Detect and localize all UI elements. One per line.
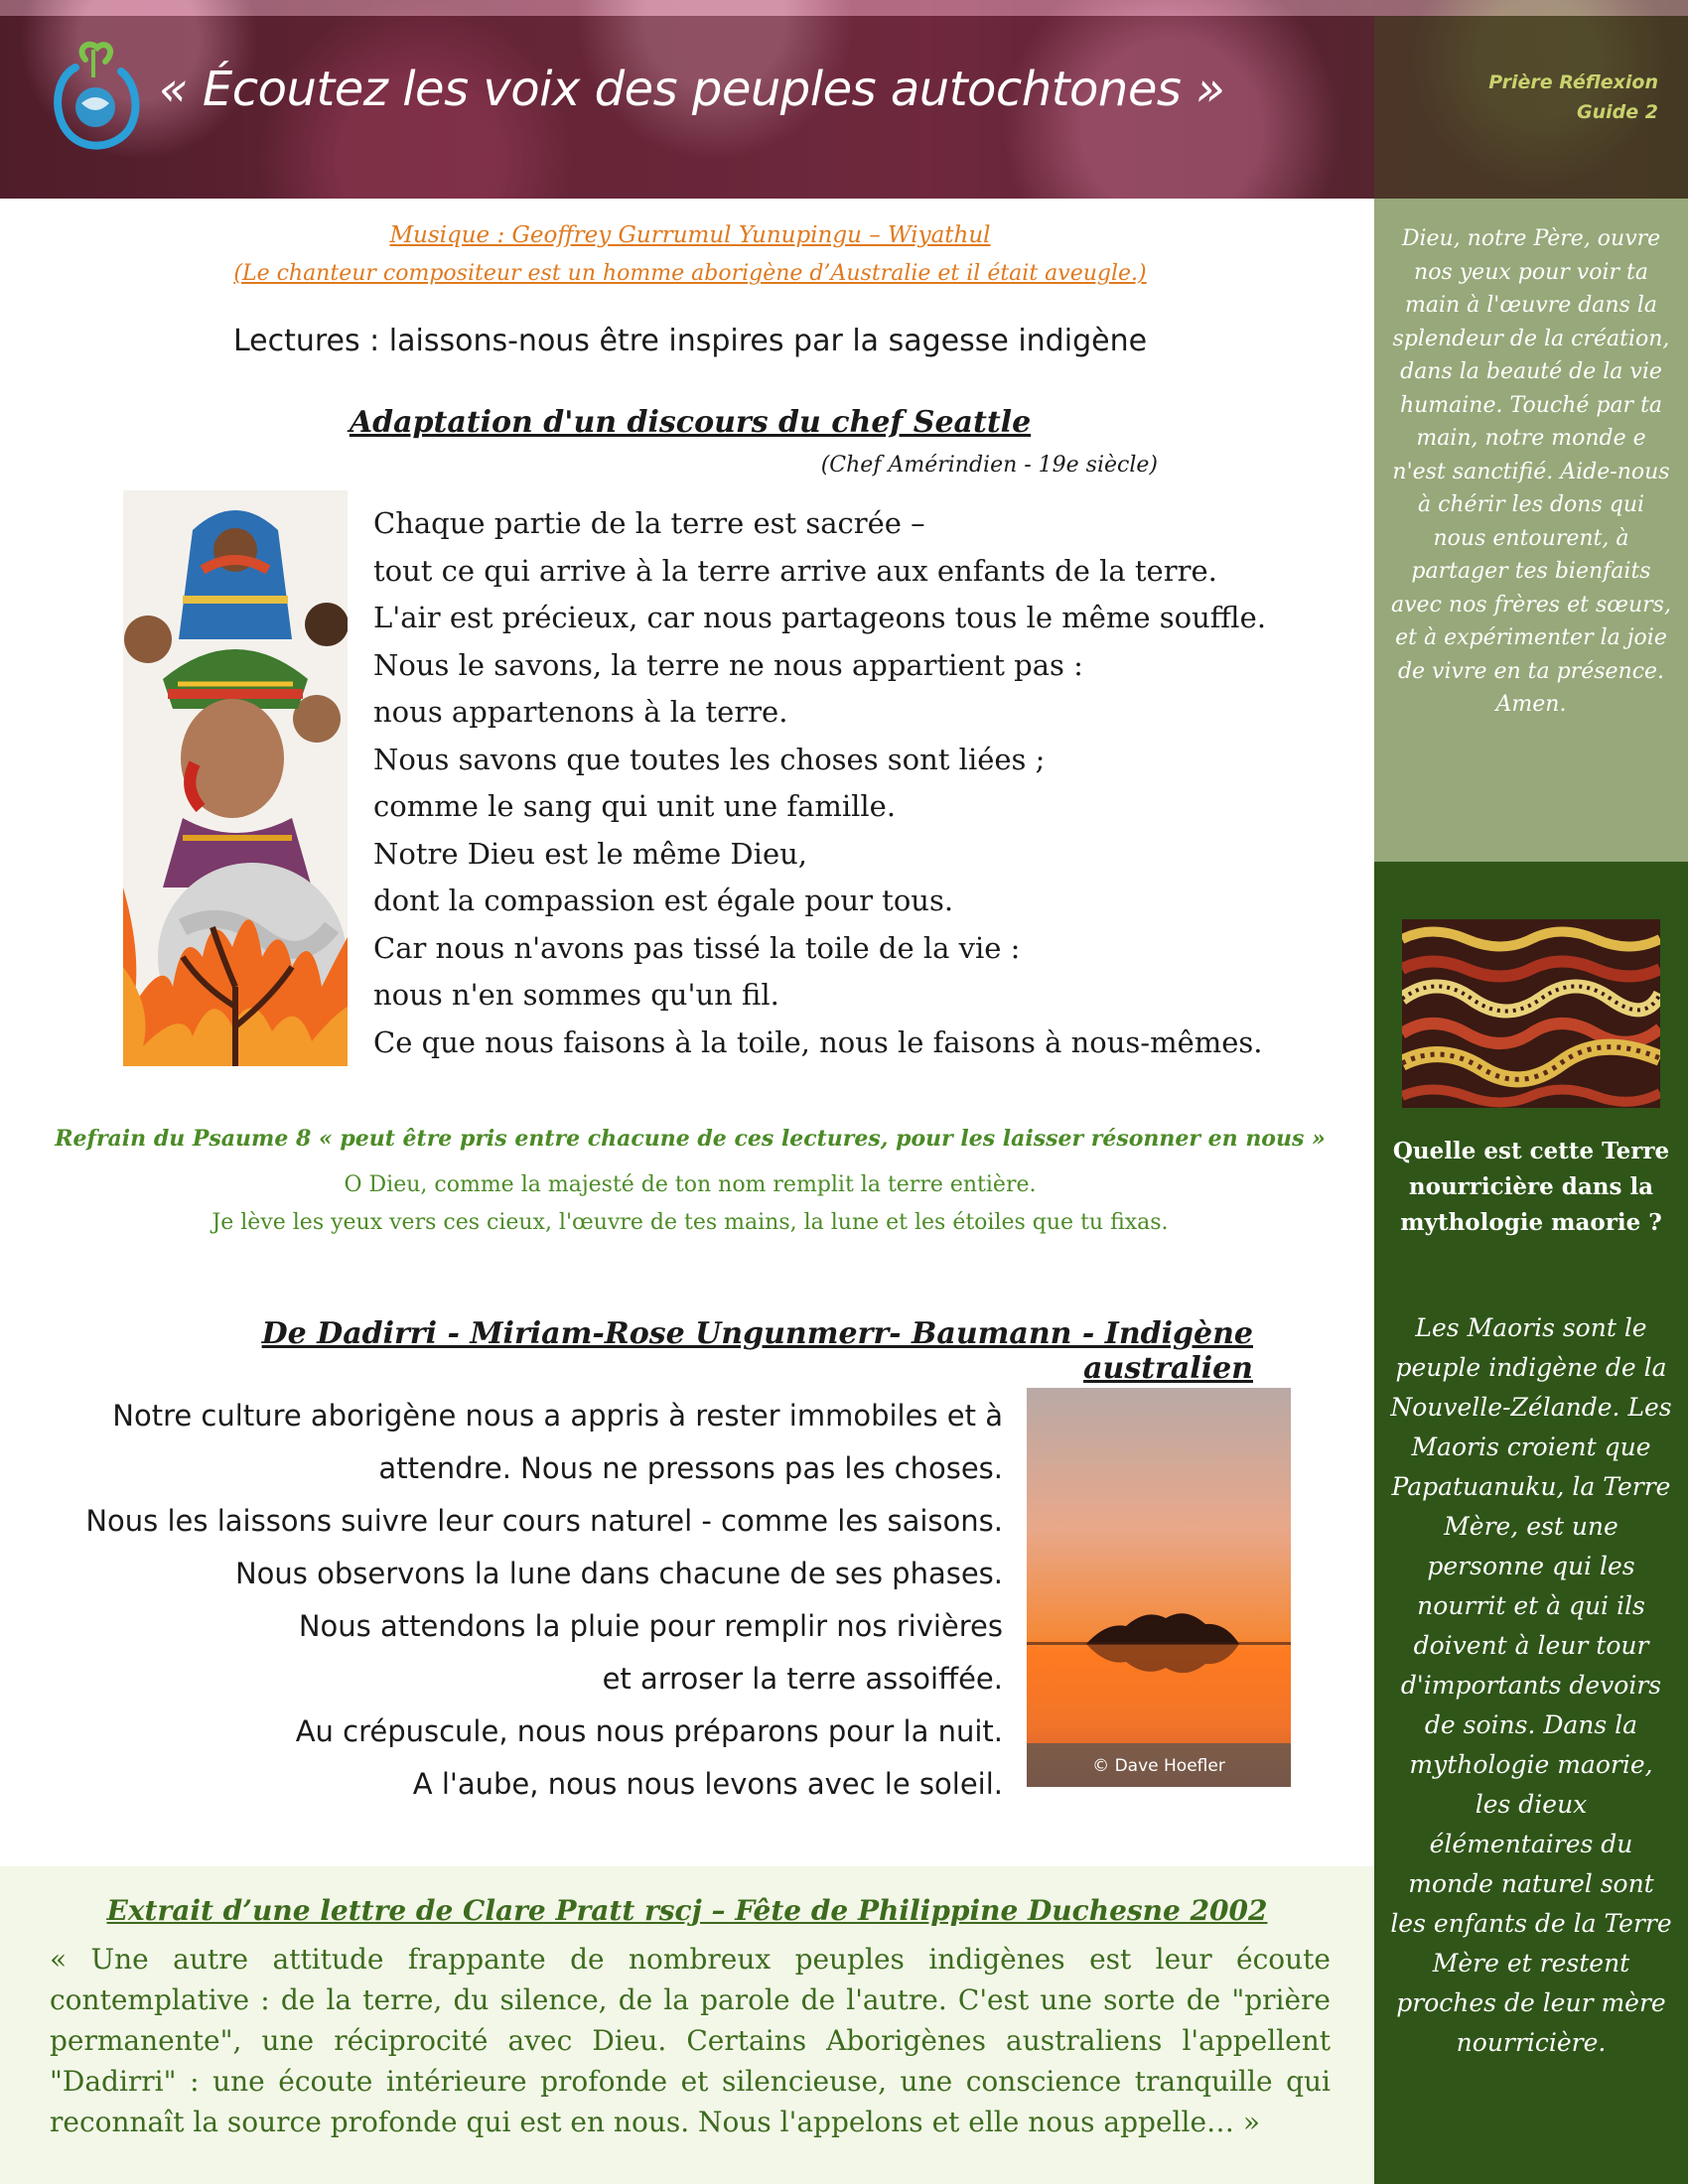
dadirri-line: Au crépuscule, nous nous préparons pour la nuit. [295, 1714, 1003, 1748]
dadirri-line: attendre. Nous ne pressons pas les choses. [378, 1451, 1003, 1485]
music-note[interactable]: (Le chanteur compositeur est un homme aborigène d’Australie et il était aveugle.) [233, 261, 1147, 286]
logo-icon [46, 38, 141, 155]
refrain-line-2: Je lève les yeux vers ces cieux, l'œuvre de tes mains, la lune et les étoiles que tu fixas. [211, 1210, 1169, 1235]
refrain-heading: Refrain du Psaume 8 « peut être pris entre chacune de ces lectures, pour les laisser résonner en nous » [55, 1126, 1326, 1152]
dadirri-line: Nous observons la lune dans chacune de ses phases. [234, 1557, 1003, 1590]
dadirri-line: Notre culture aborigène nous a appris à rester immobiles et à [112, 1399, 1003, 1433]
dadirri-line: Nous les laissons suivre leur cours naturel - comme les saisons. [85, 1504, 1003, 1538]
poem-line: tout ce qui arrive à la terre arrive aux enfants de la terre. [373, 553, 1217, 588]
dadirri-title: De Dadirri - Miriam-Rose Ungunmerr- Baumann - Indigène australien [261, 1316, 1253, 1386]
poem-line: Ce que nous faisons à la toile, nous le faisons à nous-mêmes. [373, 1024, 1263, 1059]
header-banner [0, 0, 1688, 199]
seattle-subtitle: (Chef Amérindien - 19e siècle) [820, 453, 1158, 478]
photo-credit: © Dave Hoefler [1092, 1756, 1225, 1776]
letter-text: « Une autre attitude frappante de nombreux peuples indigènes est leur écoute contemplative : de la terre, du silence, de la parole de l'autre. C'est une sorte de "prière permanente", une réciprocité avec Dieu. Certains Aborigènes australiens l'appellent "Dadirri" : une écoute intérieure profonde et silencieuse, une conscience tranquille qui reconnaît la source profonde qui est en nous. Nous l'appelons et elle nous appelle… » [50, 1943, 1331, 2138]
poem-line: Car nous n'avons pas tissé la toile de la vie : [373, 930, 1021, 965]
poem-line: L'air est précieux, car nous partageons tous le même souffle. [373, 601, 1267, 634]
refrain-line-1: O Dieu, comme la majesté de ton nom remplit la terre entière. [344, 1172, 1037, 1197]
maori-question: Quelle est cette Terre nourricière dans la mythologie maorie ? [1392, 1138, 1670, 1236]
poem-line: Notre Dieu est le même Dieu, [373, 836, 808, 871]
dadirri-text [60, 1390, 1003, 1811]
maori-text: Les Maoris sont le peuple indigène de la Nouvelle-Zélande. Les Maoris croient que Papatuanuku, la Terre Mère, est une personne qui les nourrit et à qui ils doivent à leur tour d'importants devoirs de soins. Dans la mythologie maorie, les dieux élémentaires du monde naturel sont les enfants de la Terre Mère et restent proches de leur mère nourricière. [1390, 1313, 1672, 2057]
indigenous-collage-image [123, 490, 348, 1066]
poem-line: dont la compassion est égale pour tous. [373, 884, 954, 917]
page-title: « Écoutez les voix des peuples autochtones » [159, 62, 1225, 117]
sunset-image [1027, 1388, 1291, 1787]
guide-label [1360, 68, 1658, 127]
header-top-stripe [0, 0, 1688, 16]
poem-line: Chaque partie de la terre est sacrée – [373, 506, 925, 540]
dadirri-line: et arroser la terre assoiffée. [602, 1662, 1003, 1696]
aboriginal-art-image [1402, 919, 1660, 1108]
seattle-poem [373, 500, 1366, 1066]
guide-line-2: Guide 2 [1577, 101, 1658, 123]
poem-line: nous n'en sommes qu'un fil. [373, 978, 779, 1012]
letter-title: Extrait d’une lettre de Clare Pratt rscj – Fête de Philippine Duchesne 2002 [106, 1894, 1268, 1927]
lectures-heading: Lectures : laissons-nous être inspires par la sagesse indigène [232, 324, 1148, 358]
music-credit[interactable]: Musique : Geoffrey Gurrumul Yunupingu – Wiyathul [389, 222, 991, 248]
guide-line-1: Prière Réflexion [1488, 71, 1658, 93]
seattle-title: Adaptation d'un discours du chef Seattle [349, 405, 1032, 440]
prayer-text: Dieu, notre Père, ouvre nos yeux pour voir ta main à l'œuvre dans la splendeur de la création, dans la beauté de la vie humaine. Touché par ta main, notre monde e n'est sanctifié. Aide-nous à chérir les dons qui nous entourent, à partager tes bienfaits avec nos frères et sœurs, et à expérimenter la joie de vivre en ta présence. Amen. [1391, 226, 1671, 717]
dadirri-line: Nous attendons la pluie pour remplir nos rivières [298, 1609, 1003, 1643]
poem-line: Nous savons que toutes les choses sont liées ; [373, 742, 1046, 776]
poem-line: Nous le savons, la terre ne nous appartient pas : [373, 647, 1083, 682]
dadirri-line: A l'aube, nous nous levons avec le soleil. [412, 1767, 1003, 1801]
poem-line: nous appartenons à la terre. [373, 695, 788, 729]
poem-line: comme le sang qui unit une famille. [373, 789, 897, 823]
